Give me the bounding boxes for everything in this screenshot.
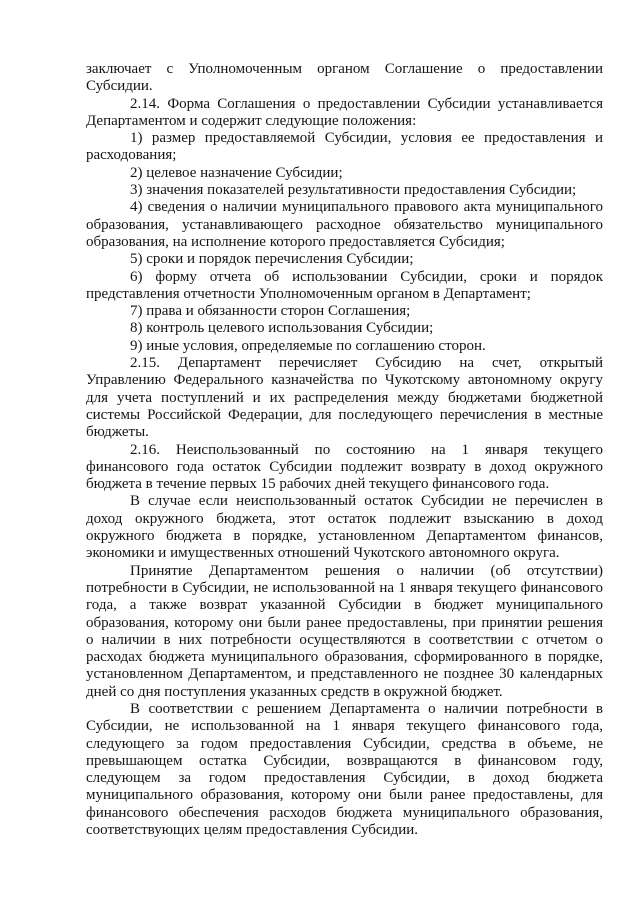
text-line: 2.15. Департамент перечисляет Субсидию на счет, открытый (130, 355, 603, 372)
text-line: Управлению Федерального казначейства по Чукотскому автономному округу (86, 372, 603, 389)
text-line: расходах бюджета муниципального образования, сформированного в порядке, (86, 649, 603, 666)
paragraph (86, 493, 603, 562)
paragraph (86, 61, 603, 96)
text-line: 2.14. Форма Соглашения о предоставлении Субсидии устанавливается (130, 95, 603, 112)
text-line: 5) сроки и порядок перечисления Субсидии; (130, 251, 414, 268)
list-item (86, 165, 603, 182)
text-line: бюджета в течение первых 15 рабочих дней текущего финансового года. (86, 476, 550, 493)
list-item (86, 130, 603, 165)
list-item (86, 303, 603, 320)
text-line: В соответствии с решением Департамента о наличии потребности в (130, 700, 603, 717)
paragraph-2-14 (86, 96, 603, 131)
text-line: заключает с Уполномоченным органом Соглашение о предоставлении (86, 61, 603, 77)
text-line: 8) контроль целевого использования Субсидии; (130, 320, 434, 337)
paragraph-2-15 (86, 355, 603, 441)
text-line: Принятие Департаментом решения о наличии (об отсутствии) (130, 562, 603, 579)
text-line: 2) целевое назначение Субсидии; (130, 164, 343, 181)
list-item (86, 269, 603, 304)
text-line: следующего за годом предоставления Субсидии, средства в объеме, не (86, 735, 603, 752)
text-line: представления отчетности Уполномоченным органом в Департамент; (86, 285, 531, 302)
text-line: дней со дня поступления указанных средств в окружной бюджет. (86, 683, 503, 700)
text-line: Субсидии, не использованной на 1 января текущего финансового года, (86, 718, 603, 735)
text-line: бюджеты. (86, 424, 149, 441)
text-line: расходования; (86, 147, 177, 164)
text-line: финансового года остаток Субсидии подлежит возврату в доход окружного (86, 458, 603, 475)
text-line: для учета поступлений и их распределения между бюджетами бюджетной (86, 389, 603, 406)
text-line: 6) форму отчета об использовании Субсидии, сроки и порядок (130, 268, 603, 285)
list-item (86, 251, 603, 268)
text-line: установленном Департаментом, и представленного не позднее 30 календарных (86, 666, 603, 683)
document-body (86, 61, 603, 839)
list-item (86, 182, 603, 199)
text-line: Департаментом и содержит следующие положения: (86, 112, 417, 129)
text-line: соответствующих целям предоставления Субсидии. (86, 822, 418, 839)
text-line: финансового обеспечения расходов бюджета муниципального образования, (86, 804, 603, 821)
paragraph (86, 563, 603, 701)
text-line: превышающем остатка Субсидии, возвращаются в финансовом году, (86, 752, 603, 769)
text-line: системы Российской Федерации, для последующего перечисления в местные (86, 406, 603, 423)
text-line: окружного бюджета в порядке, установленном Департаментом финансов, (86, 528, 603, 545)
text-line: образования, которому они были ранее предоставлены, при принятии решения (86, 614, 603, 631)
text-line: следующем за годом предоставления Субсидии, в доход бюджета (86, 770, 603, 787)
text-line: муниципального образования, которому они были ранее предоставлены, для (86, 787, 603, 804)
text-line: экономики и имущественных отношений Чукотского автономного округа. (86, 545, 560, 562)
text-line: 2.16. Неиспользованный по состоянию на 1 января текущего (130, 441, 603, 458)
list-item (86, 338, 603, 355)
paragraph-2-16 (86, 442, 603, 494)
text-line: В случае если неиспользованный остаток Субсидии не перечислен в (130, 493, 603, 510)
text-line: 9) иные условия, определяемые по соглашению сторон. (130, 337, 486, 354)
text-line: 3) значения показателей результативности предоставления Субсидии; (130, 182, 577, 199)
text-line: года, а также возврат указанной Субсидии в бюджет муниципального (86, 597, 603, 614)
text-line: доход окружного бюджета, этот остаток подлежит взысканию в доход (86, 510, 603, 527)
text-line: 7) права и обязанности сторон Соглашения; (130, 303, 411, 320)
paragraph (86, 701, 603, 839)
text-line: потребности в Субсидии, не использованной на 1 января текущего финансового (86, 579, 603, 596)
text-line: 1) размер предоставляемой Субсидии, условия ее предоставления и (130, 130, 603, 147)
text-line: образования, устанавливающего расходное обязательство муниципального (86, 216, 603, 233)
list-item (86, 320, 603, 337)
text-line: 4) сведения о наличии муниципального правового акта муниципального (130, 199, 603, 216)
text-line: о наличии в них потребности осуществляются в соответствии с отчетом о (86, 631, 603, 648)
text-line: Субсидии. (86, 78, 153, 95)
text-line: образования, на исполнение которого предоставляется Субсидия; (86, 233, 505, 250)
list-item (86, 199, 603, 251)
